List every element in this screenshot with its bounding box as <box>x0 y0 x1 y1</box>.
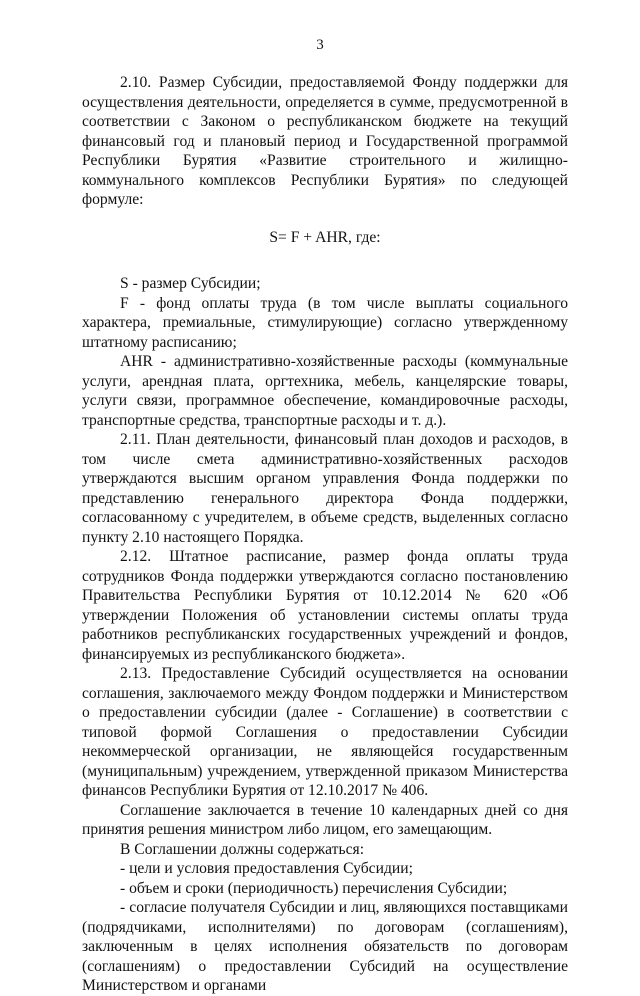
definition-f: F - фонд оплаты труда (в том числе выплаты социального характера, премиальные, стимулирующие) согласно утвержденному штатному расписанию; <box>82 294 568 351</box>
list-item-consent: - согласие получателя Субсидии и лиц, являющихся поставщиками (подрядчиками, исполнителями) по договорам (соглашениям), заключенным в целях исполнения обязательств по договорам (соглашениям) о предоставлении Субсидий на осуществление Министерством и органами <box>82 899 568 994</box>
paragraph-2-13: 2.13. Предоставление Субсидий осуществляется на основании соглашения, заключаемого между Фондом поддержки и Министерством о предоставлении субсидии (далее - Соглашение) в соответствии с типовой формой Соглашения о предоставлении Субсидии некоммерческой организации, не являющейся государственным (муниципальным) учреждением, утвержденной приказом Министерства финансов Республики Бурятия от 12.10.2017 № 406. <box>82 665 568 799</box>
definition-ahr: AHR - административно-хозяйственные расходы (коммунальные услуги, арендная плата, оргтехника, мебель, канцелярские товары, услуги связи, программное обеспечение, командировочные расходы, транспортные средства, транспортные расходы и т. д.). <box>82 353 568 429</box>
agreement-contents-heading: В Соглашении должны содержаться: <box>120 840 365 858</box>
list-item-goals: - цели и условия предоставления Субсидии; <box>120 860 413 877</box>
definition-s: S - размер Субсидии; <box>120 275 261 292</box>
document-body <box>82 73 568 996</box>
formula: S= F + AHR, где: <box>269 228 381 246</box>
paragraph-2-12: 2.12. Штатное расписание, размер фонда оплаты труда сотрудников Фонда поддержки утверждаются согласно постановлению Правительства Республики Бурятия от 10.12.2014 № 620 «Об утверждении Положения об установлении системы оплаты труда работников республиканских государственных учреждений и фондов, финансируемых из республиканского бюджета». <box>82 548 568 663</box>
page-number: 3 <box>316 37 324 53</box>
paragraph-2-11: 2.11. План деятельности, финансовый план доходов и расходов, в том числе смета административно-хозяйственных расходов утверждаются высшим органом управления Фонда поддержки по представлению генерального директора Фонда поддержки, согласованному с учредителем, в объеме средств, выделенных согласно пункту 2.10 настоящего Порядка. <box>82 431 568 546</box>
list-item-volume: - объем и сроки (периодичность) перечисления Субсидии; <box>120 879 508 897</box>
paragraph-2-10: 2.10. Размер Субсидии, предоставляемой Фонду поддержки для осуществления деятельности, определяется в сумме, предусмотренной в соответствии с Законом о республиканском бюджете на текущий финансовый год и плановый период и Государственной программой Республики Бурятия «Развитие строительного и жилищно-коммунального комплексов Республики Бурятия» по следующей формуле: <box>82 74 568 208</box>
agreement-term-paragraph: Соглашение заключается в течение 10 календарных дней со дня принятия решения министром либо лицом, его замещающим. <box>82 801 568 838</box>
